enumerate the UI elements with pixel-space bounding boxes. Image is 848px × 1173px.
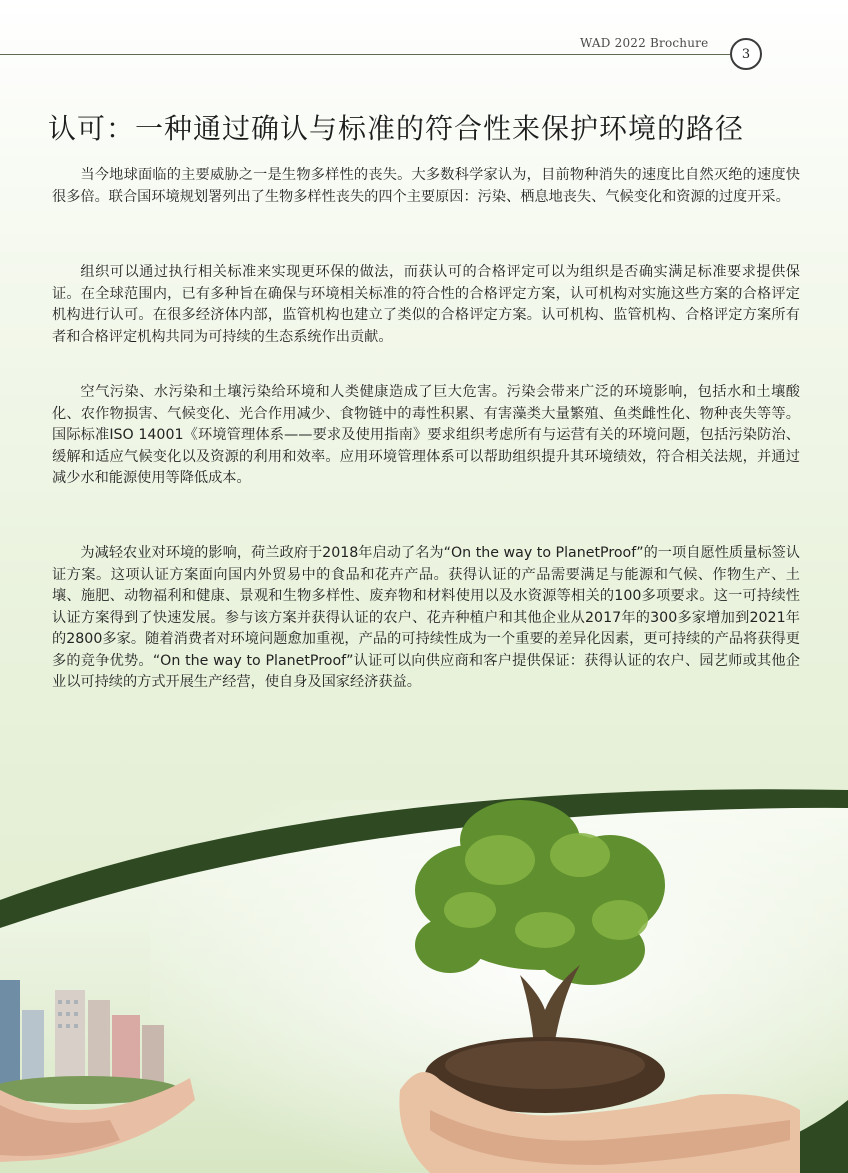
header-rule	[0, 54, 730, 55]
running-header: WAD 2022 Brochure	[580, 36, 709, 50]
paragraph-pollution: 空气污染、水污染和土壤污染给环境和人类健康造成了巨大危害。污染会带来广泛的环境影响，包括水和土壤酸化、农作物损害、气候变化、光合作用减少、食物链中的毒性积累、有害藻类大量繁殖、鱼类雌性化、物种丧失等等。国际标准ISO 14001《环境管理体系——要求及使用指南》要求组织考虑所有与运营有关的环境问题，包括污染防治、缓解和适应气候变化以及资源的利用和效率。应用环境管理体系可以帮助组织提升其环境绩效，符合相关法规，并通过减少水和能源使用等降低成本。	[52, 384, 800, 486]
paragraph-conformity-assessment: 组织可以通过执行相关标准来实现更环保的做法，而获认可的合格评定可以为组织是否确实满足标准要求提供保证。在全球范围内，已有多种旨在确保与环境相关标准的符合性的合格评定方案，认可机构对实施这些方案的合格评定机构进行认可。在很多经济体内部，监管机构也建立了类似的合格评定方案。认可机构、监管机构、合格评定方案所有者和合格评定机构共同为可持续的生态系统作出贡献。	[52, 264, 800, 345]
page-number: 3	[730, 38, 762, 70]
paragraph-biodiversity: 当今地球面临的主要威胁之一是生物多样性的丧失。大多数科学家认为，目前物种消失的速度比自然灭绝的速度快很多倍。联合国环境规划署列出了生物多样性丧失的四个主要原因：污染、栖息地丧失、气候变化和资源的过度开采。	[52, 167, 800, 205]
environment-illustration	[0, 760, 848, 1173]
page-title: 认可：一种通过确认与标准的符合性来保护环境的路径	[48, 111, 745, 145]
paragraph-planetproof: 为减轻农业对环境的影响，荷兰政府于2018年启动了名为“On the way to PlanetProof”的一项自愿性质量标签认证方案。这项认证方案面向国内外贸易中的食品和花卉产品。获得认证的产品需要满足与能源和气候、作物生产、土壤、施肥、动物福利和健康、景观和生物多样性、废弃物和材料使用以及水资源等相关的100多项要求。这一可持续性认证方案得到了快速发展。参与该方案并获得认证的农户、花卉种植户和其他企业从2017年的300多家增加到2021年的2800多家。随着消费者对环境问题愈加重视，产品的可持续性成为一个重要的差异化因素，更可持续的产品将获得更多的竞争优势。“On the way to PlanetProof”认证可以向供应商和客户提供保证：获得认证的农户、园艺师或其他企业以可持续的方式开展生产经营，使自身及国家经济获益。	[52, 545, 800, 690]
